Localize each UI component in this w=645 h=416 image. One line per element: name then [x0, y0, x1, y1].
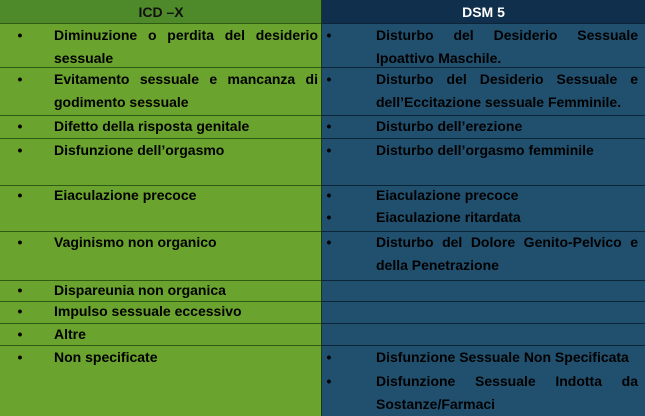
list-item: • Impulso sessuale eccessivo: [0, 300, 318, 323]
row-right-cell: [322, 301, 645, 323]
bullet-icon: •: [326, 209, 332, 225]
list-item: • Altre: [0, 323, 318, 346]
bullet-icon: •: [17, 326, 23, 342]
bullet-icon: •: [326, 373, 332, 389]
header-dsm: DSM 5: [322, 0, 645, 23]
bullet-icon: •: [17, 71, 23, 87]
column-divider: [321, 0, 322, 416]
list-item: • Disturbo del Dolore Genito-Pelvico e della Penetrazione: [344, 231, 640, 277]
list-item: • Evitamento sessuale e mancanza di godimento sessuale: [0, 68, 318, 114]
header-icd: ICD –X: [0, 0, 322, 23]
list-item: • Disfunzione Sessuale Indotta da Sostanze/Farmaci: [344, 370, 640, 416]
list-item: • Eiaculazione precoce: [0, 184, 318, 207]
bullet-icon: •: [17, 27, 23, 43]
row-right-cell: [322, 323, 645, 345]
list-item: • Eiaculazione ritardata: [344, 206, 640, 229]
row-right-cell: [322, 280, 645, 301]
list-item: • Diminuzione o perdita del desiderio sessuale: [0, 24, 318, 70]
list-item: • Disfunzione Sessuale Non Specificata: [344, 346, 640, 369]
list-item: • Disturbo dell’orgasmo femminile: [344, 139, 640, 162]
bullet-icon: •: [326, 234, 332, 250]
bullet-icon: •: [17, 187, 23, 203]
bullet-icon: •: [326, 118, 332, 134]
list-item: • Non specificate: [0, 346, 318, 369]
bullet-icon: •: [326, 142, 332, 158]
bullet-icon: •: [17, 234, 23, 250]
list-item: • Dispareunia non organica: [0, 279, 318, 302]
bullet-icon: •: [17, 282, 23, 298]
bullet-icon: •: [17, 142, 23, 158]
bullet-icon: •: [326, 187, 332, 203]
list-item: • Disturbo del Desiderio Sessuale Ipoattivo Maschile.: [344, 24, 640, 70]
list-item: • Vaginismo non organico: [0, 231, 318, 254]
list-item: • Disturbo dell’erezione: [344, 115, 640, 138]
bullet-icon: •: [326, 349, 332, 365]
bullet-icon: •: [326, 27, 332, 43]
list-item: • Disturbo del Desiderio Sessuale e dell’Eccitazione sessuale Femminile.: [344, 68, 640, 114]
list-item: • Eiaculazione precoce: [344, 184, 640, 207]
list-item: • Difetto della risposta genitale: [0, 115, 318, 138]
bullet-icon: •: [326, 71, 332, 87]
list-item: • Disfunzione dell’orgasmo: [0, 139, 318, 162]
bullet-icon: •: [17, 118, 23, 134]
bullet-icon: •: [17, 303, 23, 319]
bullet-icon: •: [17, 349, 23, 365]
